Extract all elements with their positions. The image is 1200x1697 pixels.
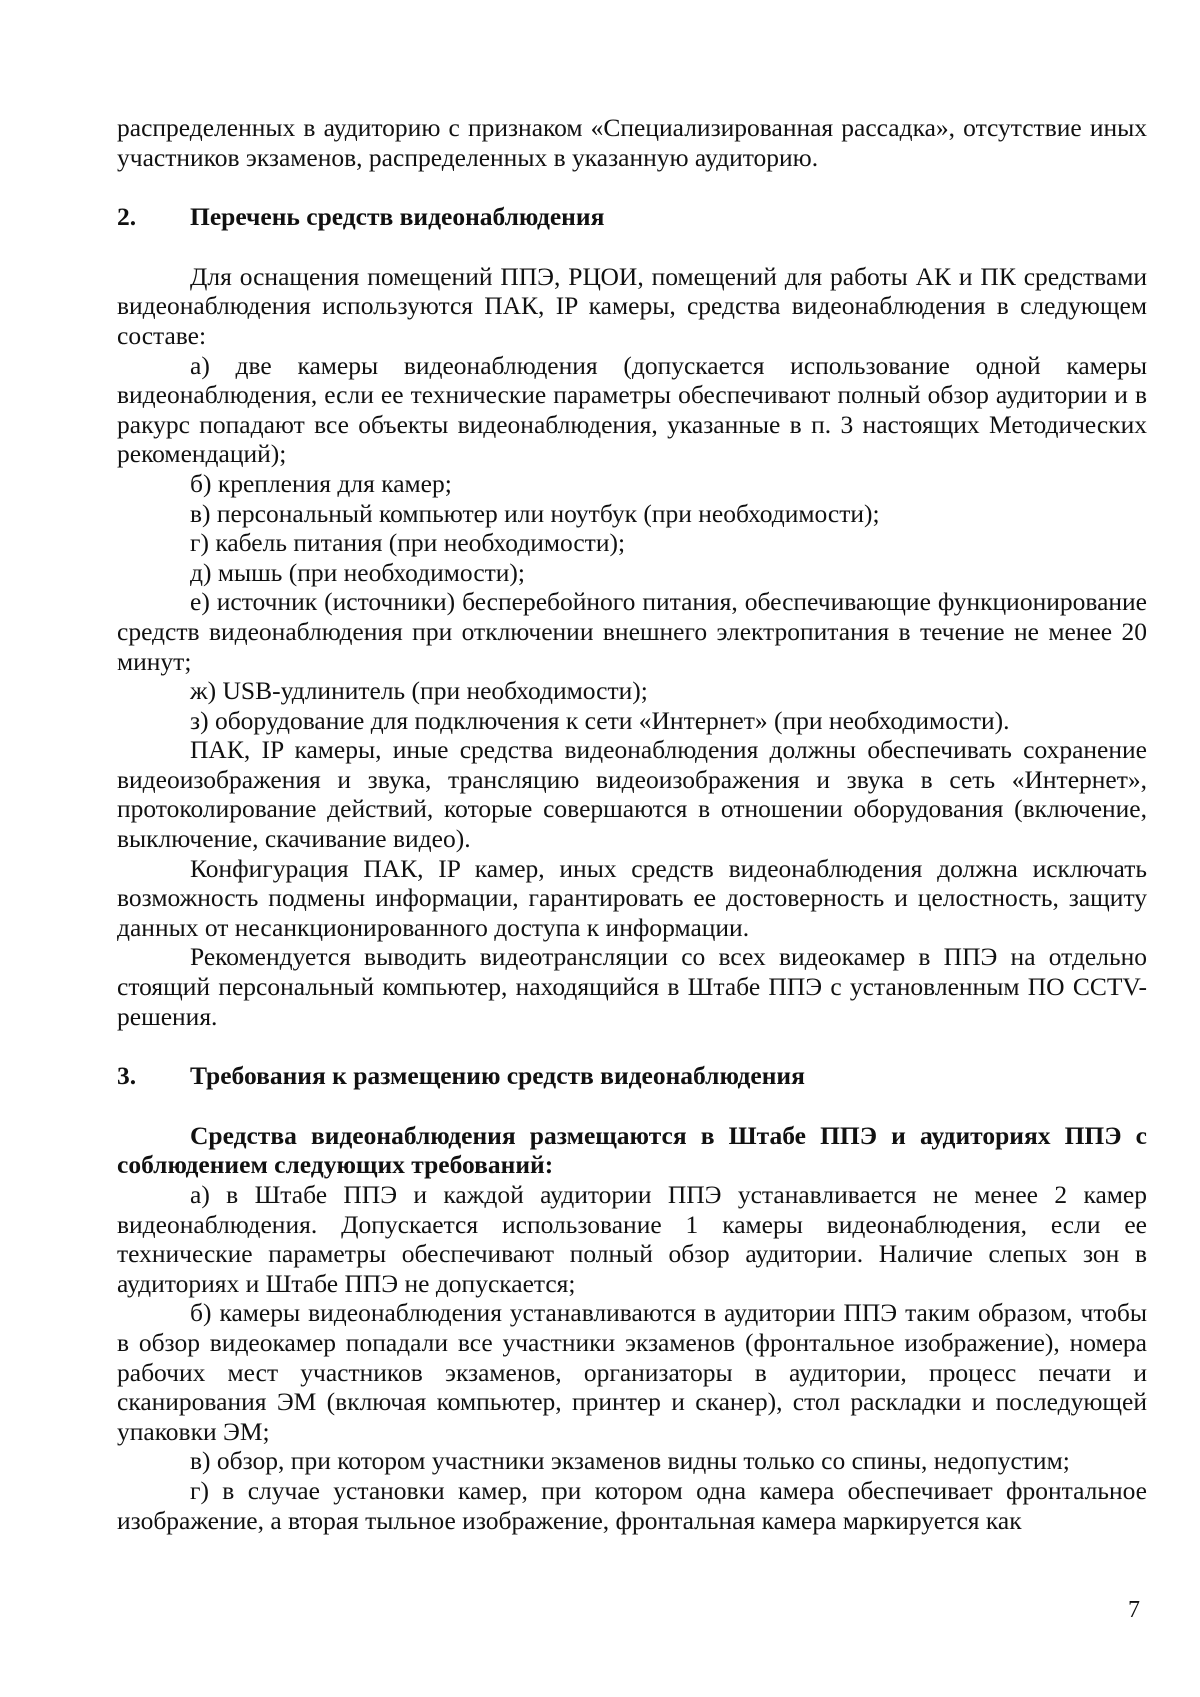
section-3-item-d: г) в случае установки камер, при котором одна камера обеспечивает фронтальное изображение, а вторая тыльное изображение, фронтальная камера маркируется как bbox=[117, 1475, 1147, 1535]
section-3-item-c: в) обзор, при котором участники экзаменов видны только со спины, недопустим; bbox=[190, 1446, 1070, 1476]
section-3-title: Требования к размещению средств видеонаблюдения bbox=[190, 1061, 805, 1091]
section-3-number: 3. bbox=[117, 1061, 137, 1091]
section-2-item-c: в) персональный компьютер или ноутбук (при необходимости); bbox=[190, 498, 880, 528]
section-3-item-a: а) в Штабе ППЭ и каждой аудитории ППЭ устанавливается не менее 2 камер видеонаблюдения. Допускается использование 1 камеры видеонаблюдения, если ее технические параметры обеспечивают полный обзор аудитории. Наличие слепых зон в аудиториях и Штабе ППЭ не допускается; bbox=[117, 1180, 1147, 1298]
section-2-pak-paragraph: ПАК, IP камеры, иные средства видеонаблюдения должны обеспечивать сохранение видеоизображения и звука, трансляцию видеоизображения и звука в сеть «Интернет», протоколирование действий, которые совершаются в отношении оборудования (включение, выключение, скачивание видео). bbox=[117, 735, 1147, 854]
section-2-title: Перечень средств видеонаблюдения bbox=[190, 202, 605, 232]
section-3-heading bbox=[117, 1061, 1147, 1091]
section-2-lead: Для оснащения помещений ППЭ, РЦОИ, помещений для работы АК и ПК средствами видеонаблюдения используются ПАК, IP камеры, средства видеонаблюдения в следующем составе: bbox=[117, 261, 1147, 350]
section-2-item-g: ж) USB-удлинитель (при необходимости); bbox=[190, 676, 648, 706]
section-2-recommend-paragraph: Рекомендуется выводить видеотрансляции со всех видеокамер в ППЭ на отдельно стоящий персональный компьютер, находящийся в Штабе ППЭ с установленным ПО CCTV-решения. bbox=[117, 942, 1147, 1031]
section-2-number: 2. bbox=[117, 202, 137, 232]
page-number: 7 bbox=[1128, 1597, 1140, 1623]
section-3-lead: Средства видеонаблюдения размещаются в Штабе ППЭ и аудиториях ППЭ с соблюдением следующих требований: bbox=[117, 1120, 1147, 1180]
section-3-item-b: б) камеры видеонаблюдения устанавливаются в аудитории ППЭ таким образом, чтобы в обзор видеокамер попадали все участники экзаменов (фронтальное изображение), номера рабочих мест участников экзаменов, организаторы в аудитории, процесс печати и сканирования ЭМ (включая компьютер, принтер и сканер), стол раскладки и последующей упаковки ЭМ; bbox=[117, 1298, 1147, 1446]
section-2-item-a: а) две камеры видеонаблюдения (допускается использование одной камеры видеонаблюдения, если ее технические параметры обеспечивают полный обзор аудитории и в ракурс попадают все объекты видеонаблюдения, указанные в п. 3 настоящих Методических рекомендаций); bbox=[117, 350, 1147, 469]
section-2-item-h: з) оборудование для подключения к сети «Интернет» (при необходимости). bbox=[190, 705, 1010, 735]
section-2-item-e: д) мышь (при необходимости); bbox=[190, 557, 525, 587]
section-2-item-f: е) источник (источники) бесперебойного питания, обеспечивающие функционирование средств видеонаблюдения при отключении внешнего электропитания в течение не менее 20 минут; bbox=[117, 587, 1147, 676]
section-2-item-b: б) крепления для камер; bbox=[190, 468, 452, 498]
section-2-config-paragraph: Конфигурация ПАК, IP камер, иных средств видеонаблюдения должна исключать возможность подмены информации, гарантировать ее достоверность и целостность, защиту данных от несанкционированного доступа к информации. bbox=[117, 853, 1147, 942]
section-2-item-d: г) кабель питания (при необходимости); bbox=[190, 528, 626, 558]
page-content bbox=[117, 113, 1147, 1535]
intro-paragraph: распределенных в аудиторию с признаком «Специализированная рассадка», отсутствие иных участников экзаменов, распределенных в указанную аудиторию. bbox=[117, 113, 1147, 172]
section-2-heading bbox=[117, 202, 1147, 232]
